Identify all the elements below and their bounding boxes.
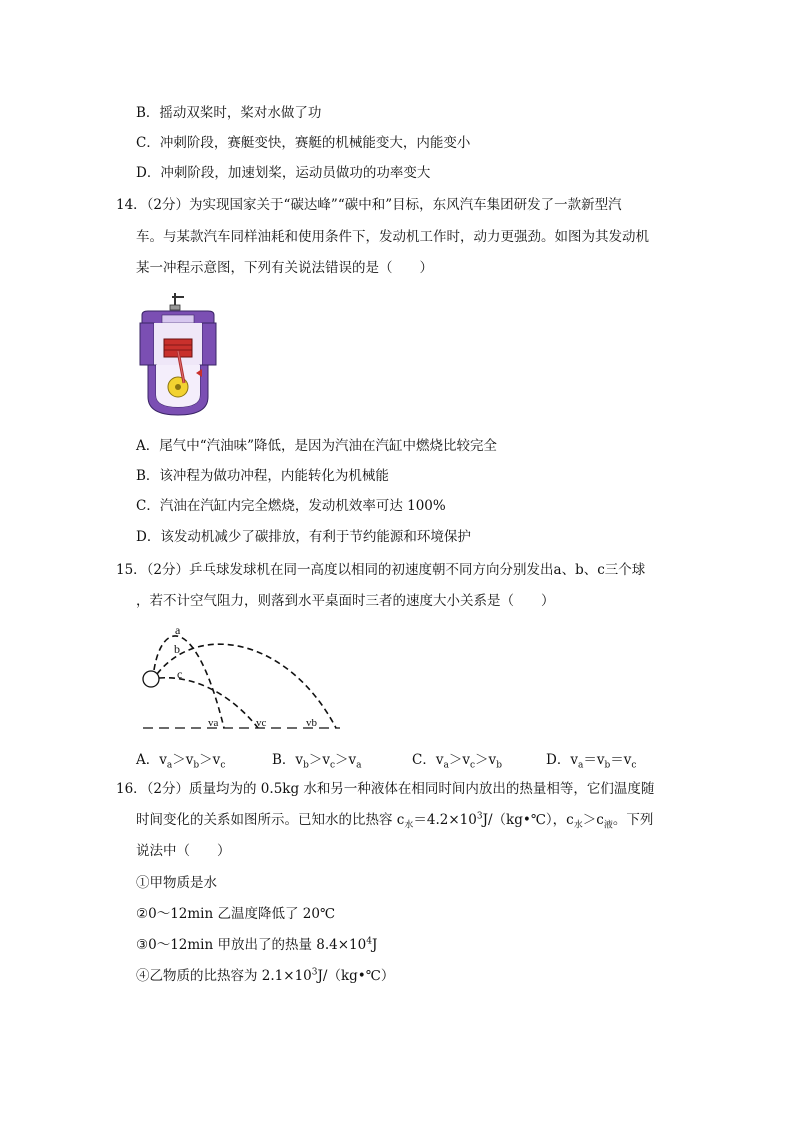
- q16-statement-2: ②0～12min 乙温度降低了 20℃: [136, 906, 336, 922]
- q14-option-b: B．该冲程为做功冲程，内能转化为机械能: [136, 468, 389, 484]
- q15-option-b: B．$v_b>v_c>v_a$: [272, 752, 362, 771]
- q14-stem-line3: 某一冲程示意图，下列有关说法错误的是（ ）: [136, 260, 433, 276]
- q14-stem-line1: 14．（2分）为实现国家关于“碳达峰”“碳中和”目标，东风汽车集团研发了一款新型汽: [116, 197, 622, 213]
- label-va: va: [208, 717, 219, 729]
- label-a: a: [175, 623, 181, 637]
- label-vb: vb: [306, 717, 317, 729]
- q13-option-c: C．冲刺阶段，赛艇变快，赛艇的机械能变大，内能变小: [136, 135, 471, 151]
- q16-statement-4: ④乙物质的比热容为 $2.1\times 10^3J/(kg•℃)$: [136, 967, 395, 984]
- label-c: c: [177, 667, 183, 681]
- trajectory-b: [157, 644, 336, 728]
- label-vc: vc: [256, 717, 267, 729]
- q15-option-a: A．$v_a>v_b>v_c$: [136, 752, 226, 771]
- engine-stroke-diagram: [138, 293, 218, 418]
- label-b: b: [174, 642, 180, 656]
- q15-options: [136, 748, 696, 771]
- q16-statement-1: ①甲物质是水: [136, 875, 217, 891]
- q14-option-c: C．汽油在汽缸内完全燃烧，发动机效率可达 100%: [136, 498, 446, 514]
- ball-trajectory-diagram: [140, 620, 350, 732]
- q15-option-c: C．$v_a>v_c>v_b$: [412, 752, 502, 771]
- q15-stem-line2: ，若不计空气阻力，则落到水平桌面时三者的速度大小关系是（ ）: [136, 593, 555, 609]
- q16-statement-3: ③0～12min 甲放出了的热量 $8.4\times 10^4J$: [136, 936, 378, 953]
- q15-stem-line1: 15．（2分）乒乓球发球机在同一高度以相同的初速度朝不同方向分别发出a、b、c三个球: [116, 562, 646, 578]
- q14-option-d: D．该发动机减少了碳排放，有利于节约能源和环境保护: [136, 529, 471, 545]
- q14-stem-line2: 车。与某款汽车同样油耗和使用条件下，发动机工作时，动力更强劲。如图为其发动机: [136, 229, 649, 245]
- q13-option-b: B．摇动双桨时，桨对水做了功: [136, 105, 322, 121]
- q16-stem-line1: 16．（2分）质量均为的 0.5kg 水和另一种液体在相同时间内放出的热量相等，它们温度随: [116, 781, 655, 797]
- q13-option-d: D．冲刺阶段，加速划桨，运动员做功的功率变大: [136, 165, 431, 181]
- q16-stem-line2: 时间变化的关系如图所示。已知水的比热容 $c_水=4.2\times 10^3J/(kg•℃)$，$c_水>c_液$。下列: [136, 811, 654, 831]
- q16-stem-line3: 说法中（ ）: [136, 843, 231, 859]
- q15-option-d: D．$v_a=v_b=v_c$: [546, 752, 637, 771]
- q14-option-a: A．尾气中“汽油味”降低，是因为汽油在汽缸中燃烧比较完全: [136, 438, 498, 454]
